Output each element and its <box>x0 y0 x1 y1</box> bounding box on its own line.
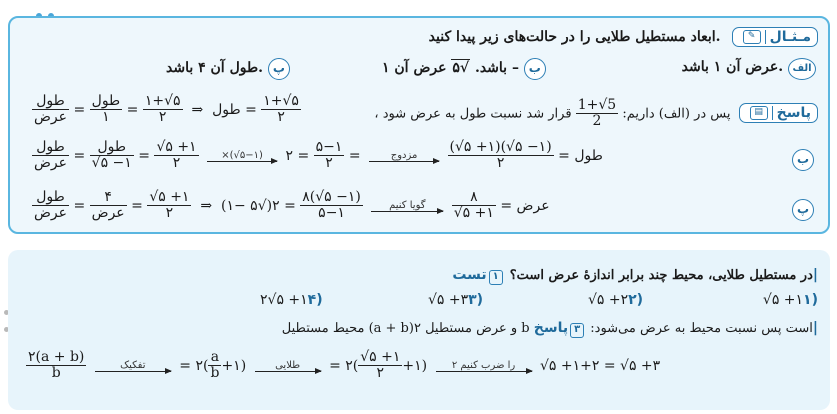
option-4[interactable] <box>260 292 323 308</box>
example-box <box>8 16 830 234</box>
rb-f2-num: طول <box>90 140 134 156</box>
rc-result: = ۲(√۵ −۱) <box>220 197 296 214</box>
rc-frac3: $\frac{√۵ +۱}{۲}$ <box>149 189 190 222</box>
rb-frac4 <box>448 140 554 172</box>
td-f1-num: ۲(a + b) <box>28 349 85 365</box>
test-answer-text: محیط مستطیل (a + b)۲ و عرض مستطیل b است پس نسبت محیط به عرض می‌شود: <box>281 321 813 336</box>
golden-frac-a: $\frac{۱+√۵}{۲}$ <box>144 93 181 126</box>
answer-tag-label: پاسخ <box>776 105 811 122</box>
option-2-text: √۵ +۲ <box>588 292 629 308</box>
option-3-text: √۵ +۳ <box>428 292 469 308</box>
option-4-num: ۴) <box>307 292 323 308</box>
rb-result: = ۲ <box>285 147 310 164</box>
rc-frac4: $\frac{۸}{√۵ +۱}$ <box>453 189 494 222</box>
rc-f3-den: ۲ <box>165 205 174 222</box>
row-c-letter-wrap <box>792 198 814 221</box>
case-c <box>166 58 290 80</box>
length-word: طول <box>212 101 241 118</box>
case-a-letter: الف <box>788 58 816 80</box>
rationalize-arrow <box>371 200 443 212</box>
times-arrow <box>207 150 277 162</box>
conj-arrow <box>369 150 439 162</box>
golden-arrow-label: طلایی <box>275 359 301 371</box>
rc-frac5 <box>300 190 363 222</box>
td-step2-prefix: = ۲( <box>329 357 359 374</box>
case-c-text: طول آن ۴ باشد. <box>166 60 263 76</box>
rb-f4-num: (√۵ +۱)(√۵ −۱) <box>449 139 552 155</box>
ratio2-num: طول <box>91 93 121 109</box>
example-tag <box>732 27 818 47</box>
answer-intro-text: قرار شد نسبت طول به عرض شود <box>382 106 572 122</box>
td-f3-num: √۵ +۱ <box>360 349 401 365</box>
case-b-letter: ب <box>524 58 546 80</box>
document-icon: ▤ <box>750 106 768 120</box>
rc-width-word: عرض <box>516 197 550 214</box>
rb-f5-den: ۲ <box>325 155 333 172</box>
test-answer-tag: ۳پاسخ | <box>533 320 818 336</box>
answer-tag <box>739 103 818 123</box>
rc-f5-den: ۵−۱ <box>318 205 345 222</box>
conj-arrow-label: مزدوج <box>390 149 418 161</box>
test-number: ۱ <box>489 270 503 285</box>
rc-f2-den: عرض <box>91 205 125 222</box>
rb-frac2: $\frac{\text{طول}}{√۵ -۱}$ <box>91 139 132 172</box>
ratio-den: عرض <box>34 109 68 126</box>
row-c-math: $\frac{\text{طول}}{\text{عرض}}$ = $\frac{۴}{\text{عرض}}$ = $\frac{√۵ +۱}{۲}$ ⇒ عرض = $\frac{۸}{√۵ +۱}$ گویا کنیم $\frac{۸(√۵ -۱)}{۵-۱}$ = ۲(√۵ −۱) <box>34 189 550 222</box>
td-f1-den: b <box>51 365 61 382</box>
rc-f2-num: ۴ <box>90 190 127 206</box>
row-b-math: $\frac{\text{طول}}{\text{عرض}}$ = $\frac{\text{طول}}{√۵ -۱}$ = $\frac{√۵ +۱}{۲}$ ×(√۵−۱) طول = $\frac{(√۵ +۱)(√۵ -۱)}{۲}$ مزدوج = $\frac{۵-۱}{۲}$ = ۲ <box>34 139 603 172</box>
example-title: ابعاد مستطیل طلایی را در حالت‌های زیر پیدا کنید. <box>428 29 721 45</box>
case-b-post: باشد. <box>474 60 508 76</box>
multiply-arrow <box>436 360 532 372</box>
rc-f1-den: عرض <box>34 205 68 222</box>
case-c-letter: پ <box>268 58 290 80</box>
case-a <box>682 58 816 80</box>
case-b <box>382 58 546 80</box>
ratio-frac-2 <box>90 94 123 126</box>
rc-f4-num: ۸ <box>452 190 496 206</box>
rb-f1-num: طول <box>32 140 69 156</box>
td-frac2 <box>208 350 221 382</box>
row-b-letter-wrap <box>792 148 814 171</box>
pencil-note-icon: ✎ <box>743 30 761 44</box>
answer-intro-tail: ، پس در (الف) داریم: <box>374 106 731 122</box>
rc-f1-num: طول <box>32 190 69 206</box>
row-c-letter: پ <box>792 199 814 221</box>
option-1-text: √۵ +۱ <box>762 292 804 308</box>
test-answer-line <box>282 320 818 338</box>
golden-a-den: ۲ <box>158 109 167 126</box>
rationalize-arrow-label: گویا کنیم <box>389 199 426 211</box>
test-question: در مستطیل طلایی، محیط چند برابر اندازهٔ عرض است؟ <box>509 268 813 283</box>
td-f2-num: a <box>208 350 221 366</box>
td-frac1 <box>26 350 86 382</box>
case-a-text: عرض آن ۱ باشد. <box>681 59 784 75</box>
case-b-pre: عرض آن ۱ – <box>382 60 519 76</box>
golden-frac-a2: $\frac{۱+√۵}{۲}$ <box>263 93 299 126</box>
td-step2-tail: +۱) <box>402 357 428 374</box>
option-1-num: ۱) <box>803 292 818 308</box>
case-b-sqrt: √۵ <box>452 60 470 76</box>
option-3[interactable] <box>428 292 483 308</box>
td-step1-tail: +۱) <box>221 357 247 374</box>
rb-f4-den: ۲ <box>496 155 505 172</box>
golden-a2-den: ۲ <box>277 109 285 126</box>
option-1[interactable] <box>763 292 818 308</box>
option-4-text: ۲√۵ +۱ <box>260 292 308 308</box>
rb-f3-den: ۲ <box>172 155 181 172</box>
rc-frac2 <box>90 190 127 222</box>
test-tag-label: تست <box>452 267 487 283</box>
ratio-frac <box>32 94 69 126</box>
option-2[interactable] <box>588 292 643 308</box>
separate-arrow <box>95 360 171 372</box>
test-answer-tag-label: پاسخ <box>533 320 569 336</box>
row-b-letter: ب <box>792 149 814 171</box>
test-answer-number: ۳ <box>570 323 584 338</box>
option-2-num: ۲) <box>628 292 644 308</box>
test-box <box>8 250 830 410</box>
case-b-radicand: ۵ <box>452 60 460 76</box>
td-f3-den: ۲ <box>376 365 385 382</box>
answer-intro <box>374 98 818 130</box>
td-final: √۵ +۱+۲ = √۵ +۳ <box>540 357 661 374</box>
rc-f5-num: ۸(√۵ −۱) <box>302 189 361 205</box>
test-header <box>446 264 818 285</box>
rc-frac1 <box>32 190 69 222</box>
golden-arrow <box>255 360 321 372</box>
row-a-math: $\frac{\text{طول}}{\text{عرض}}$ = $\frac{\text{طول}}{۱}$ = $\frac{۱+√۵}{۲}$ ⇒ طول = $\frac{۱+√۵}{۲}$ <box>34 93 299 126</box>
rb-f5-num: ۵−۱ <box>315 139 343 155</box>
separate-arrow-label: تفکیک <box>120 359 146 371</box>
td-f2-den: b <box>210 365 220 382</box>
rb-f1-den: عرض <box>34 155 68 172</box>
option-3-num: ۳) <box>468 292 484 308</box>
test-derivation <box>26 350 660 382</box>
ratio-num: طول <box>32 94 69 110</box>
example-tag-label: مـثـال <box>769 29 811 45</box>
test-tag: ۱تست | <box>452 267 818 283</box>
rb-frac5 <box>314 140 345 172</box>
ratio2-den: ۱ <box>102 109 110 126</box>
golden-ratio-frac: $\frac{1+√5}{2}$ <box>577 97 617 130</box>
rb-length-word: طول <box>574 147 603 164</box>
times-arrow-label: ×(√۵−۱) <box>221 149 263 161</box>
multiply-arrow-label: ۲ را ضرب کنیم <box>451 359 516 371</box>
example-header <box>429 26 818 47</box>
rb-frac3: $\frac{√۵ +۱}{۲}$ <box>156 139 197 172</box>
td-frac3 <box>358 350 402 382</box>
td-step1: = ۲( <box>179 357 209 374</box>
rb-frac1 <box>32 140 69 172</box>
